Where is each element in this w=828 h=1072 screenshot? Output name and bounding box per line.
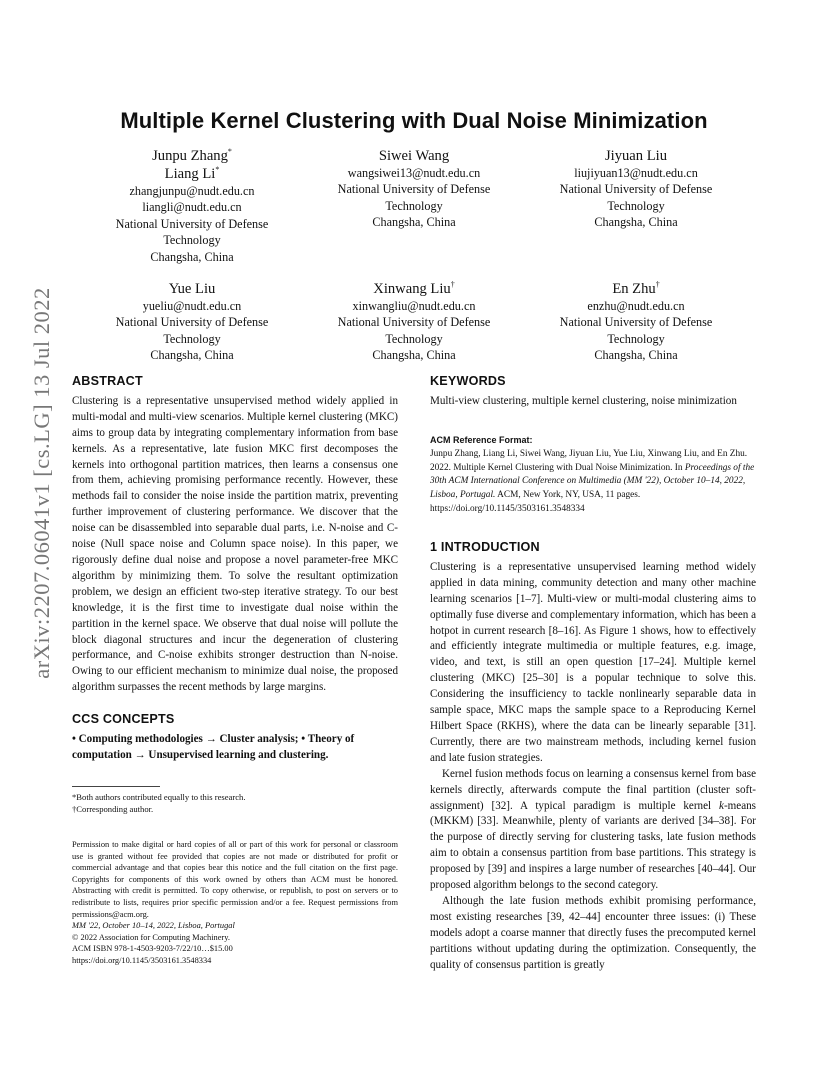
author-location: Changsha, China <box>372 215 456 230</box>
author-affiliation-2: Technology <box>385 331 443 346</box>
author-affiliation-2: Technology <box>163 331 221 346</box>
author-block-3 <box>521 147 751 231</box>
author-block-2 <box>299 147 529 231</box>
paper-title: Multiple Kernel Clustering with Dual Noise Minimization <box>120 108 708 133</box>
doi-link[interactable]: https://doi.org/10.1145/3503161.3548334 <box>72 955 212 965</box>
author-block-1 <box>77 147 307 265</box>
acm-reference <box>430 434 756 517</box>
author-sup: † <box>655 280 660 290</box>
author-location: Changsha, China <box>150 249 234 264</box>
author-location: Changsha, China <box>150 348 234 363</box>
introduction-section <box>430 540 756 973</box>
permission-text: Permission to make digital or hard copies of all or part of this work for personal or classroom use is granted without fee provided that copies are not made or distributed for profit or commercial advantage and that copies bear this notice and the full citation on the first page. Copyrights for components of this work owned by others than ACM must be honored. Abstracting with credit is permitted. To copy otherwise, or republish, to post on servers or to redistribute to lists, requires prior specific permission and/or a fee. Request permissions from permissions@acm.org. <box>72 840 398 919</box>
abstract-text: Clustering is a representative unsupervised method widely applied in multi-modal and multi-view scenarios. Multiple kernel clustering (MKC) aims to group data by integrating complementary information from base kernels. As a representative, late fusion MKC first decomposes the kernels into orthogonal partition matrices, then learns a consensus one from them, achieving promising performance recently. However, these methods fail to consider the noise inside the partition matrix, preventing further improvement of clustering performance. We discover that the noise can be disassembled into separable dual parts, i.e. N-noise and C-noise (Null space noise and Column space noise). In this paper, we rigorously define dual noise and propose a novel parameter-free MKC algorithm by minimizing them. To solve the resultant optimization problem, we design an efficient two-step iterative strategy. To our best knowledge, it is the first time to investigate dual noise within the partition in the kernel space. We observe that dual noise will pollute the block diagonal structures and incur the degeneration of clustering performance, and C-noise exhibits stronger destruction than N-noise. Owing to our efficient mechanism to minimize dual noise, the proposed algorithm surpasses the recent methods by large margins. <box>72 394 398 694</box>
author-affiliation: National University of Defense <box>115 315 269 330</box>
acm-reference-heading: ACM Reference Format: <box>430 435 533 445</box>
acm-ref-tail: ACM, New York, NY, USA, 11 pages. https://doi.org/10.1145/3503161.3548334 <box>430 490 641 514</box>
left-column <box>72 374 398 764</box>
author-block-5 <box>299 280 529 364</box>
ccs-heading: CCS CONCEPTS <box>72 712 175 727</box>
author-sup: † <box>450 280 455 290</box>
author-affiliation: National University of Defense <box>559 315 713 330</box>
ccs-text: • Computing methodologies → Cluster analysis; • Theory of computation → Unsupervised learning and clustering. <box>72 733 355 761</box>
arxiv-stamp: arXiv:2207.06041v1 [cs.LG] 13 Jul 2022 <box>29 287 54 679</box>
acm-ref-authors: Junpu Zhang, Liang Li, Siwei Wang, Jiyuan Liu, Yue Liu, Xinwang Liu, and En Zhu. 2022. Multiple Kernel Clustering with Dual Noise Minimization. In <box>430 448 748 473</box>
author-affiliation: National University of Defense <box>115 216 269 231</box>
intro-p2-part-a: Kernel fusion methods focus on learning a consensus kernel from base kernels directly, afterwards compute the final partition (cluster soft-assignment) [32]. A typical paradigm is multiple kernel <box>430 767 756 812</box>
author-affiliation: National University of Defense <box>337 182 491 197</box>
author-email-2: liangli@nudt.edu.cn <box>142 200 242 215</box>
author-sup-2: * <box>215 165 220 175</box>
author-affiliation-2: Technology <box>607 331 665 346</box>
author-email: zhangjunpu@nudt.edu.cn <box>129 184 255 198</box>
author-name: Yue Liu <box>168 281 216 297</box>
author-name: Junpu Zhang <box>152 148 228 164</box>
right-column <box>430 374 756 410</box>
acm-reference-text <box>430 448 756 517</box>
abstract-heading: ABSTRACT <box>72 374 143 388</box>
author-name: En Zhu <box>612 281 656 297</box>
author-affiliation: National University of Defense <box>337 315 491 330</box>
intro-paragraph-3: Although the late fusion methods exhibit promising performance, most existing researches [39, 42–44] encounter three issues: (i) These models adopt a coarse manner that directly fuses the precomputed kernel partitions without updating during the optimization. Consequently, the quality of consensus partition is greatly <box>430 894 756 971</box>
author-affiliation-2: Technology <box>385 198 443 213</box>
author-affiliation-2: Technology <box>163 233 221 248</box>
author-location: Changsha, China <box>372 348 456 363</box>
footnote-equal-contribution: *Both authors contributed equally to this research. <box>72 792 246 802</box>
author-location: Changsha, China <box>594 348 678 363</box>
author-block-4 <box>77 280 307 364</box>
acm-ref-venue: Proceedings of the 30th ACM International Conference on Multimedia (MM '22), October 10–14, 2022, Lisboa, Portugal. <box>430 462 755 501</box>
author-email: yueliu@nudt.edu.cn <box>142 299 242 313</box>
author-affiliation-2: Technology <box>607 198 665 213</box>
author-email: enzhu@nudt.edu.cn <box>587 299 685 313</box>
author-name: Jiyuan Liu <box>604 148 668 164</box>
intro-heading: 1 INTRODUCTION <box>430 540 540 554</box>
permission-block <box>72 839 398 967</box>
intro-paragraph-2 <box>430 767 756 894</box>
author-name-2: Liang Li <box>164 166 216 182</box>
keywords-text: Multi-view clustering, multiple kernel clustering, noise minimization <box>430 394 737 407</box>
intro-p2-k: k <box>719 799 724 812</box>
intro-p2-part-b: -means (MKKM) [33]. Meanwhile, plenty of variants are derived [34–38]. For the purpose of directly serving for clustering tasks, late fusion methods aim to obtain a consensus partition from base partitions. This strategy is proposed by [39] and inspires a large number of researches [40–44]. Our proposed algorithm belongs to the second category. <box>430 799 756 892</box>
intro-paragraph-1: Clustering is a representative unsupervised learning method widely applied in data mining, community detection and many other machine learning scenarios [1–7]. Multi-view or multi-modal clustering aims to optimally fuse diverse and complementary information, which has been a hotpot in current research [8–16]. As Figure 1 shows, how to effectively and efficiently integrate multimedia or multiple features, e.g. image, video, and text, is still an open question [17–24]. Multiple kernel clustering (MKC) [25–30] is a popular technique to solve this. Considering the insufficiency to tackle nonlinearly separable data in sample space, MKC maps the sample space to a Reproducing Kernel Hilbert Space (RKHS), where the data can be linearly separable [31]. Currently, there are two mainstream methods, including kernel fusion and late fusion strategies. <box>430 560 756 764</box>
isbn-line: ACM ISBN 978-1-4503-9203-7/22/10…$15.00 <box>72 944 233 954</box>
author-name: Xinwang Liu <box>373 281 451 297</box>
author-sup: * <box>227 147 232 157</box>
copyright-line: © 2022 Association for Computing Machinery. <box>72 932 230 942</box>
footnote-corresponding: †Corresponding author. <box>72 804 154 814</box>
author-affiliation: National University of Defense <box>559 182 713 197</box>
author-name: Siwei Wang <box>378 148 450 164</box>
footnotes <box>72 791 398 815</box>
author-email: xinwangliu@nudt.edu.cn <box>352 299 476 313</box>
footnote-rule <box>72 786 160 787</box>
author-email: liujiyuan13@nudt.edu.cn <box>574 166 698 180</box>
keywords-heading: KEYWORDS <box>430 374 506 388</box>
author-location: Changsha, China <box>594 215 678 230</box>
venue-line: MM '22, October 10–14, 2022, Lisboa, Portugal <box>72 921 235 931</box>
author-email: wangsiwei13@nudt.edu.cn <box>347 166 481 180</box>
author-block-6 <box>521 280 751 364</box>
